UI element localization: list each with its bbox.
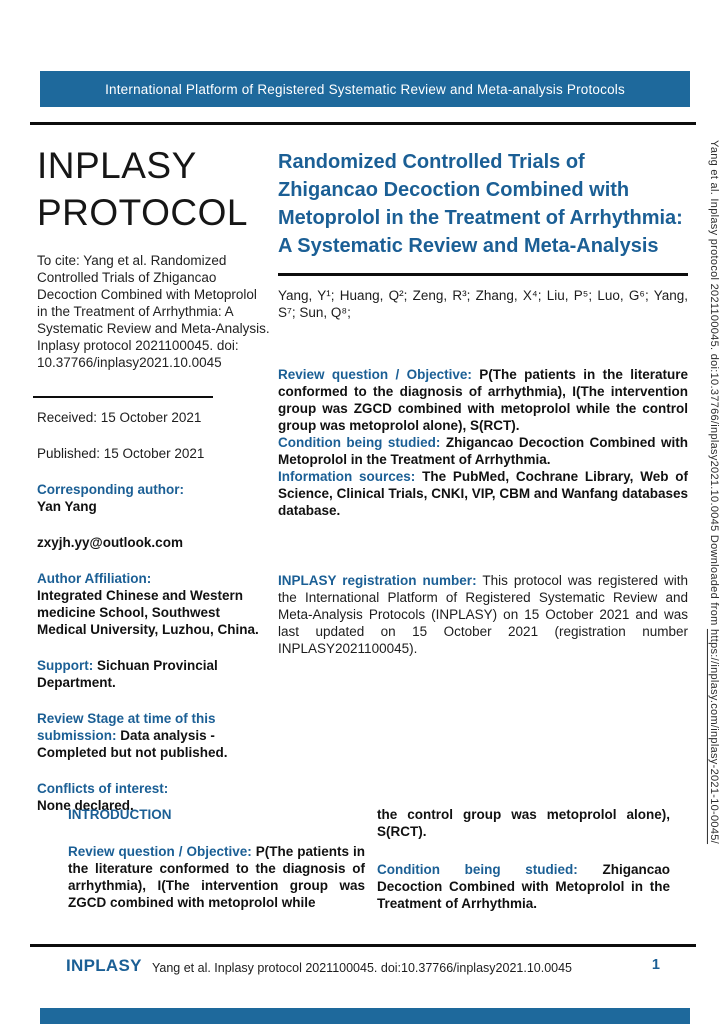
corresponding-author-label: Corresponding author: [37, 482, 184, 498]
support-label: Support: [37, 658, 94, 674]
introduction-column-right [377, 806, 670, 912]
intro-review-question-label: Review question / Objective: [68, 844, 252, 859]
review-stage-label: Review Stage at time of this submission: [37, 711, 216, 744]
information-sources-text: The PubMed, Cochrane Library, Web of Science, Clinical Trials, CNKI, VIP, CBM and Wanfang databases database. [278, 468, 688, 518]
corresponding-author-name: Yan Yang [37, 499, 97, 515]
received-date: Received: 15 October 2021 [37, 410, 202, 426]
review-stage-text: Data analysis - Completed but not published. [37, 728, 228, 761]
support-text: Sichuan Provincial Department. [37, 658, 218, 691]
registration-text: This protocol was registered with the International Platform of Registered Systematic Review and Meta-Analysis Protocols (INPLASY) on 15 October 2021 and was last updated on 15 October 2021 (registration number INPLASY2021100045). [278, 572, 688, 656]
conflicts-text: None declared. [37, 798, 134, 814]
author-affiliation-block [37, 570, 271, 638]
brand-wordmark [37, 142, 271, 237]
left-panel [37, 142, 271, 814]
information-sources-paragraph [278, 468, 688, 519]
intro-condition-paragraph [377, 861, 670, 912]
conflicts-label: Conflicts of interest: [37, 781, 169, 797]
published-date: Published: 15 October 2021 [37, 446, 205, 462]
footer-divider [30, 944, 696, 947]
condition-paragraph [278, 434, 688, 468]
intro-condition-label: Condition being studied: [377, 862, 578, 877]
authors-divider [278, 273, 688, 276]
registration-label: INPLASY registration number: [278, 572, 477, 588]
side-citation-link[interactable]: https://inplasy.com/inplasy-2021-10-0045/ [708, 628, 720, 845]
review-question-text: P(The patients in the literature conformed to the diagnosis of arrhythmia), I(The intervention group was ZGCD combined with metoprolol while the control group was metoprolol alone), S(RCT). [278, 366, 688, 433]
review-question-label: Review question / Objective: [278, 366, 472, 382]
introduction-heading: INTRODUCTION [68, 807, 172, 822]
support-block [37, 657, 271, 691]
corresponding-author-block [37, 481, 271, 515]
intro-condition-text: Zhigancao Decoction Combined with Metoprolol in the Treatment of Arrhythmia. [377, 862, 670, 911]
author-affiliation-label: Author Affiliation: [37, 571, 152, 587]
condition-text: Zhigancao Decoction Combined with Metoprolol in the Treatment of Arrhythmia. [278, 434, 688, 467]
registration-paragraph [278, 572, 688, 657]
intro-review-question-text: P(The patients in the literature conformed to the diagnosis of arrhythmia), I(The intervention group was ZGCD combined with metoprolol while [68, 844, 365, 910]
abstract-block [278, 366, 688, 519]
brand-line-2: PROTOCOL [37, 192, 248, 234]
side-citation-text: Yang et al. Inplasy protocol 2021100045. doi:10.37766/inplasy2021.10.0045 Downloaded from [708, 140, 720, 629]
article-title: Randomized Controlled Trials of Zhigancao Decoction Combined with Metoprolol in the Treatment of Arrhythmia: A Systematic Review and Meta-Analysis [278, 151, 683, 257]
author-email: zxyjh.yy@outlook.com [37, 535, 183, 551]
author-affiliation-text: Integrated Chinese and Western medicine School, Southwest Medical University, Luzhou, China. [37, 588, 259, 638]
footer-brand: INPLASY [66, 956, 142, 975]
header-divider [30, 122, 696, 125]
condition-label: Condition being studied: [278, 434, 441, 450]
article-panel [278, 148, 688, 657]
banner-title: International Platform of Registered Systematic Review and Meta-analysis Protocols [105, 81, 625, 97]
bottom-banner-bar [40, 1008, 690, 1024]
page-number: 1 [651, 957, 660, 973]
left-divider [33, 396, 213, 399]
review-question-paragraph [278, 366, 688, 434]
intro-review-question-paragraph [68, 843, 365, 911]
side-citation [708, 140, 720, 1020]
top-banner [40, 71, 690, 107]
introduction-column-left [68, 806, 365, 911]
information-sources-label: Information sources: [278, 468, 416, 484]
footer-citation: Yang et al. Inplasy protocol 2021100045. doi:10.37766/inplasy2021.10.0045 [151, 961, 573, 975]
author-list: Yang, Y¹; Huang, Q²; Zeng, R³; Zhang, X⁴; Liu, P⁵; Luo, G⁶; Yang, S⁷; Sun, Q⁸; [278, 287, 688, 321]
brand-line-1: INPLASY [37, 145, 197, 186]
intro-continuation-text: the control group was metoprolol alone), S(RCT). [377, 807, 670, 839]
review-stage-block [37, 710, 271, 761]
cite-note: To cite: Yang et al. Randomized Controlled Trials of Zhigancao Decoction Combined with Metoprolol in the Treatment of Arrhythmia: A Systematic Review and Meta-Analysis. Inplasy protocol 2021100045. doi: 10.37766/inplasy2021.10.0045 [37, 252, 270, 370]
